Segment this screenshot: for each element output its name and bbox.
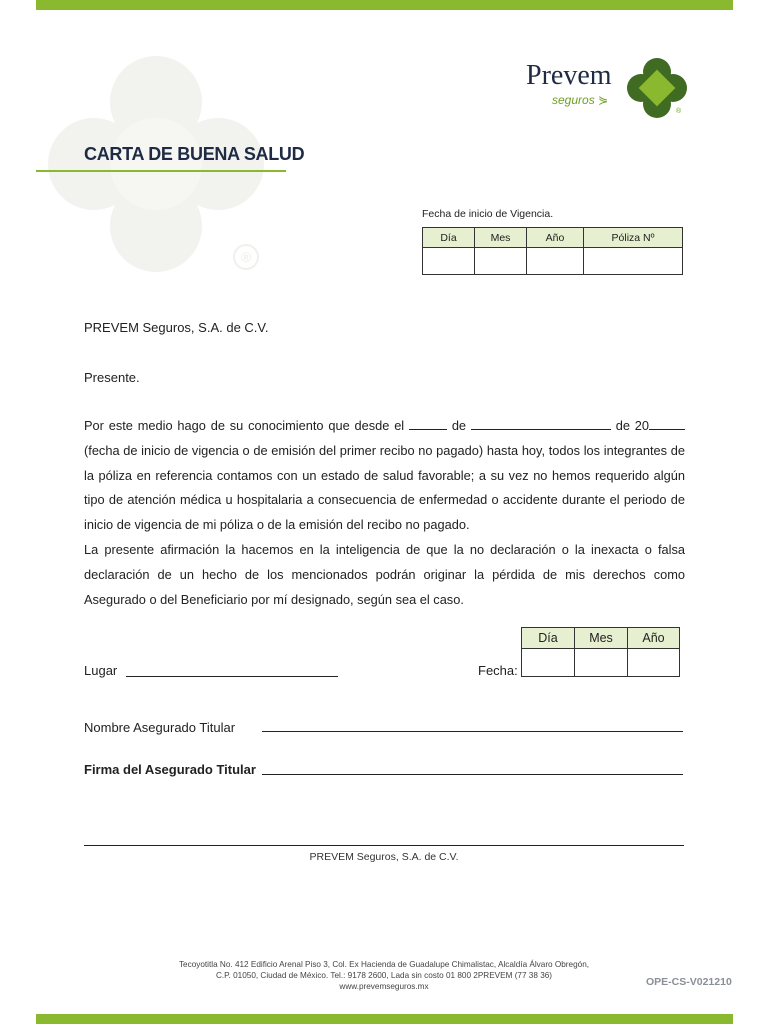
vigencia-header-ano: Año bbox=[527, 228, 584, 248]
greeting: Presente. bbox=[84, 370, 140, 385]
nombre-line[interactable] bbox=[262, 731, 683, 732]
firma-line[interactable] bbox=[262, 774, 683, 775]
bottom-accent-bar bbox=[36, 1014, 733, 1024]
vigencia-header-dia: Día bbox=[423, 228, 475, 248]
fecha-ano-field[interactable] bbox=[628, 649, 680, 677]
document-code: OPE-CS-V021210 bbox=[646, 976, 732, 988]
title-underline bbox=[36, 170, 286, 172]
brand-logo-wordmark: Prevem bbox=[526, 60, 612, 91]
vigencia-ano-field[interactable] bbox=[527, 248, 584, 275]
day-blank[interactable] bbox=[409, 417, 447, 430]
address-line-2: C.P. 01050, Ciudad de México. Tel.: 9178 2600, Lada sin costo 01 800 2PREVEM (77 38 36) bbox=[215, 971, 553, 980]
top-accent-bar bbox=[36, 0, 733, 10]
website-link[interactable]: www.prevemseguros.mx bbox=[339, 982, 429, 991]
lugar-label: Lugar bbox=[84, 663, 118, 678]
vigencia-header-poliza: Póliza Nº bbox=[584, 228, 683, 248]
document-title: CARTA DE BUENA SALUD bbox=[84, 144, 305, 164]
company-signature: PREVEM Seguros, S.A. de C.V. bbox=[309, 851, 459, 863]
year-blank[interactable] bbox=[649, 417, 685, 430]
fecha-header-mes: Mes bbox=[575, 628, 628, 649]
fecha-dia-field[interactable] bbox=[522, 649, 575, 677]
watermark-registered-mark: ® bbox=[233, 244, 259, 270]
fecha-label: Fecha: bbox=[478, 663, 518, 678]
addressee: PREVEM Seguros, S.A. de C.V. bbox=[84, 320, 269, 335]
nombre-label: Nombre Asegurado Titular bbox=[84, 720, 236, 735]
vigencia-label: Fecha de inicio de Vigencia. bbox=[422, 208, 554, 220]
month-blank[interactable] bbox=[471, 417, 611, 430]
vigencia-table bbox=[422, 227, 683, 275]
letter-body bbox=[84, 414, 685, 612]
fecha-header-ano: Año bbox=[628, 628, 680, 649]
firma-label: Firma del Asegurado Titular bbox=[84, 762, 256, 777]
fecha-table bbox=[521, 627, 680, 677]
vigencia-mes-field[interactable] bbox=[475, 248, 527, 275]
fecha-mes-field[interactable] bbox=[575, 649, 628, 677]
vigencia-dia-field[interactable] bbox=[423, 248, 475, 275]
fecha-header-dia: Día bbox=[522, 628, 575, 649]
vigencia-poliza-field[interactable] bbox=[584, 248, 683, 275]
vigencia-header-mes: Mes bbox=[475, 228, 527, 248]
address-line-1: Tecoyotitla No. 412 Edificio Arenal Piso 3, Col. Ex Hacienda de Guadalupe Chimalistac, Alcaldía Álvaro Obregón, bbox=[178, 960, 590, 969]
signature-rule bbox=[84, 845, 684, 846]
logo-registered-mark: ® bbox=[676, 108, 682, 115]
paragraph-1: Por este medio hago de su conocimiento que desde el de de 20 (fecha de inicio de vigencia o de emisión del primer recibo no pagado) hasta hoy, todos los integrantes de la póliza en referencia contamos con un estado de salud favorable; a su vez no hemos requerido algún tipo de atención médica u hospitalaria a consecuencia de enfermedad o accidente durante el periodo de inicio de vigencia de mi póliza o de la emisión del recibo no pagado. bbox=[84, 418, 685, 533]
brand-logo-tagline: seguros ⋟ bbox=[552, 93, 609, 107]
paragraph-2: La presente afirmación la hacemos en la inteligencia de que la no declaración o la inexacta o falsa declaración de un hecho de los mencionados podrán originar la pérdida de mis derechos como Asegurado o del Beneficiario por mí designado, según sea el caso. bbox=[84, 541, 685, 607]
lugar-line[interactable] bbox=[126, 676, 338, 677]
